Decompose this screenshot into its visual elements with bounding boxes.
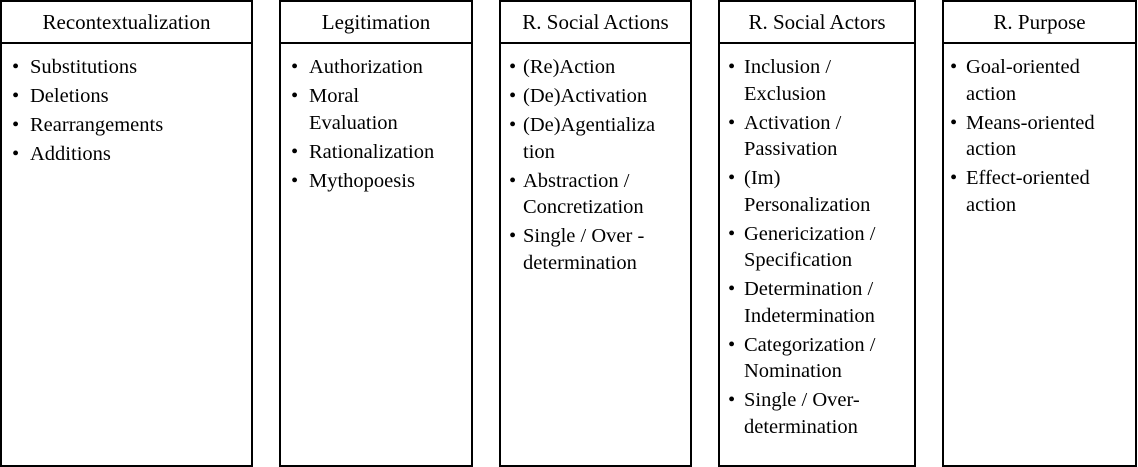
item-text: Genericization / [744, 222, 876, 245]
item-list [501, 54, 690, 276]
column-purpose [942, 0, 1137, 467]
column-social-actors [718, 0, 916, 467]
item-text: Rationalization [309, 140, 435, 163]
bullet-icon: • [950, 167, 958, 189]
list-item [281, 83, 471, 136]
item-text: determination [523, 251, 637, 274]
item-text: Means-oriented [966, 111, 1095, 134]
list-item [501, 83, 690, 110]
item-text: Authorization [309, 56, 423, 78]
item-text: Nomination [744, 360, 842, 382]
column-title: Recontextualization [2, 2, 251, 44]
item-text: Rearrangements [30, 114, 164, 136]
column-title: R. Social Actions [501, 2, 690, 44]
list-item [944, 110, 1135, 163]
item-text: Effect-oriented [966, 167, 1090, 189]
bullet-icon: • [509, 85, 517, 107]
bullet-icon: • [509, 56, 517, 78]
list-item [2, 54, 251, 81]
bullet-icon: • [509, 114, 517, 136]
list-item [501, 54, 690, 81]
item-text: Evaluation [309, 111, 398, 134]
bullet-icon: • [728, 56, 736, 78]
bullet-icon: • [12, 56, 20, 78]
list-item [944, 165, 1135, 218]
list-item [720, 387, 914, 440]
bullet-icon: • [291, 140, 299, 163]
bullet-icon: • [950, 56, 958, 78]
list-item [281, 139, 471, 166]
bullet-icon: • [291, 169, 299, 192]
bullet-icon: • [509, 225, 517, 247]
column-body [2, 44, 251, 168]
bullet-icon: • [728, 167, 736, 189]
column-title: R. Social Actors [720, 2, 914, 44]
item-list [944, 54, 1135, 218]
item-text: Single / Over- [744, 389, 860, 411]
item-list [720, 54, 914, 440]
bullet-icon: • [12, 143, 20, 165]
bullet-icon: • [950, 111, 958, 134]
item-text: tion [523, 140, 555, 163]
list-item [281, 168, 471, 195]
item-text: Indetermination [744, 304, 875, 327]
item-text: (De)Activation [523, 85, 648, 107]
list-item [281, 54, 471, 81]
list-item [720, 332, 914, 385]
item-text: Categorization / [744, 333, 876, 356]
item-text: Moral [309, 85, 360, 107]
list-item [720, 221, 914, 274]
item-text: Specification [744, 249, 853, 271]
item-text: Mythopoesis [309, 169, 415, 192]
item-text: Substitutions [30, 56, 138, 78]
item-text: Abstraction / [523, 169, 630, 192]
column-recontextualization [0, 0, 253, 467]
column-body [501, 44, 690, 276]
list-item [720, 54, 914, 107]
column-legitimation [279, 0, 473, 467]
item-text: action [966, 138, 1017, 160]
column-title: R. Purpose [944, 2, 1135, 44]
item-list [2, 54, 251, 168]
bullet-icon: • [728, 333, 736, 356]
item-text: (Im) [744, 167, 781, 189]
list-item [720, 165, 914, 218]
item-text: action [966, 82, 1017, 105]
item-text: determination [744, 415, 858, 438]
bullet-icon: • [12, 114, 20, 136]
bullet-icon: • [12, 85, 20, 107]
column-social-actions [499, 0, 692, 467]
list-item [944, 54, 1135, 107]
list-item [501, 112, 690, 165]
bullet-icon: • [291, 56, 299, 78]
item-text: action [966, 193, 1017, 216]
bullet-icon: • [291, 85, 299, 107]
list-item [720, 276, 914, 329]
list-item [501, 168, 690, 221]
column-body [944, 44, 1135, 218]
list-item [501, 223, 690, 276]
item-text: Additions [30, 143, 111, 165]
item-text: Inclusion / [744, 56, 832, 78]
bullet-icon: • [728, 222, 736, 245]
list-item [2, 141, 251, 168]
bullet-icon: • [728, 278, 736, 300]
item-text: Deletions [30, 85, 109, 107]
item-text: Goal-oriented [966, 56, 1080, 78]
bullet-icon: • [509, 169, 517, 192]
item-text: Determination / [744, 278, 874, 300]
list-item [2, 112, 251, 139]
item-text: (De)Agentializa [523, 114, 656, 136]
item-text: Personalization [744, 193, 871, 216]
column-body [281, 44, 471, 194]
list-item [2, 83, 251, 110]
bullet-icon: • [728, 389, 736, 411]
item-text: Exclusion [744, 82, 826, 105]
column-title: Legitimation [281, 2, 471, 44]
list-item [720, 110, 914, 163]
item-text: Passivation [744, 138, 838, 160]
bullet-icon: • [728, 111, 736, 134]
item-list [281, 54, 471, 194]
item-text: Activation / [744, 111, 842, 134]
item-text: Single / Over - [523, 225, 645, 247]
item-text: Concretization [523, 196, 644, 218]
column-body [720, 44, 914, 440]
item-text: (Re)Action [523, 56, 616, 78]
